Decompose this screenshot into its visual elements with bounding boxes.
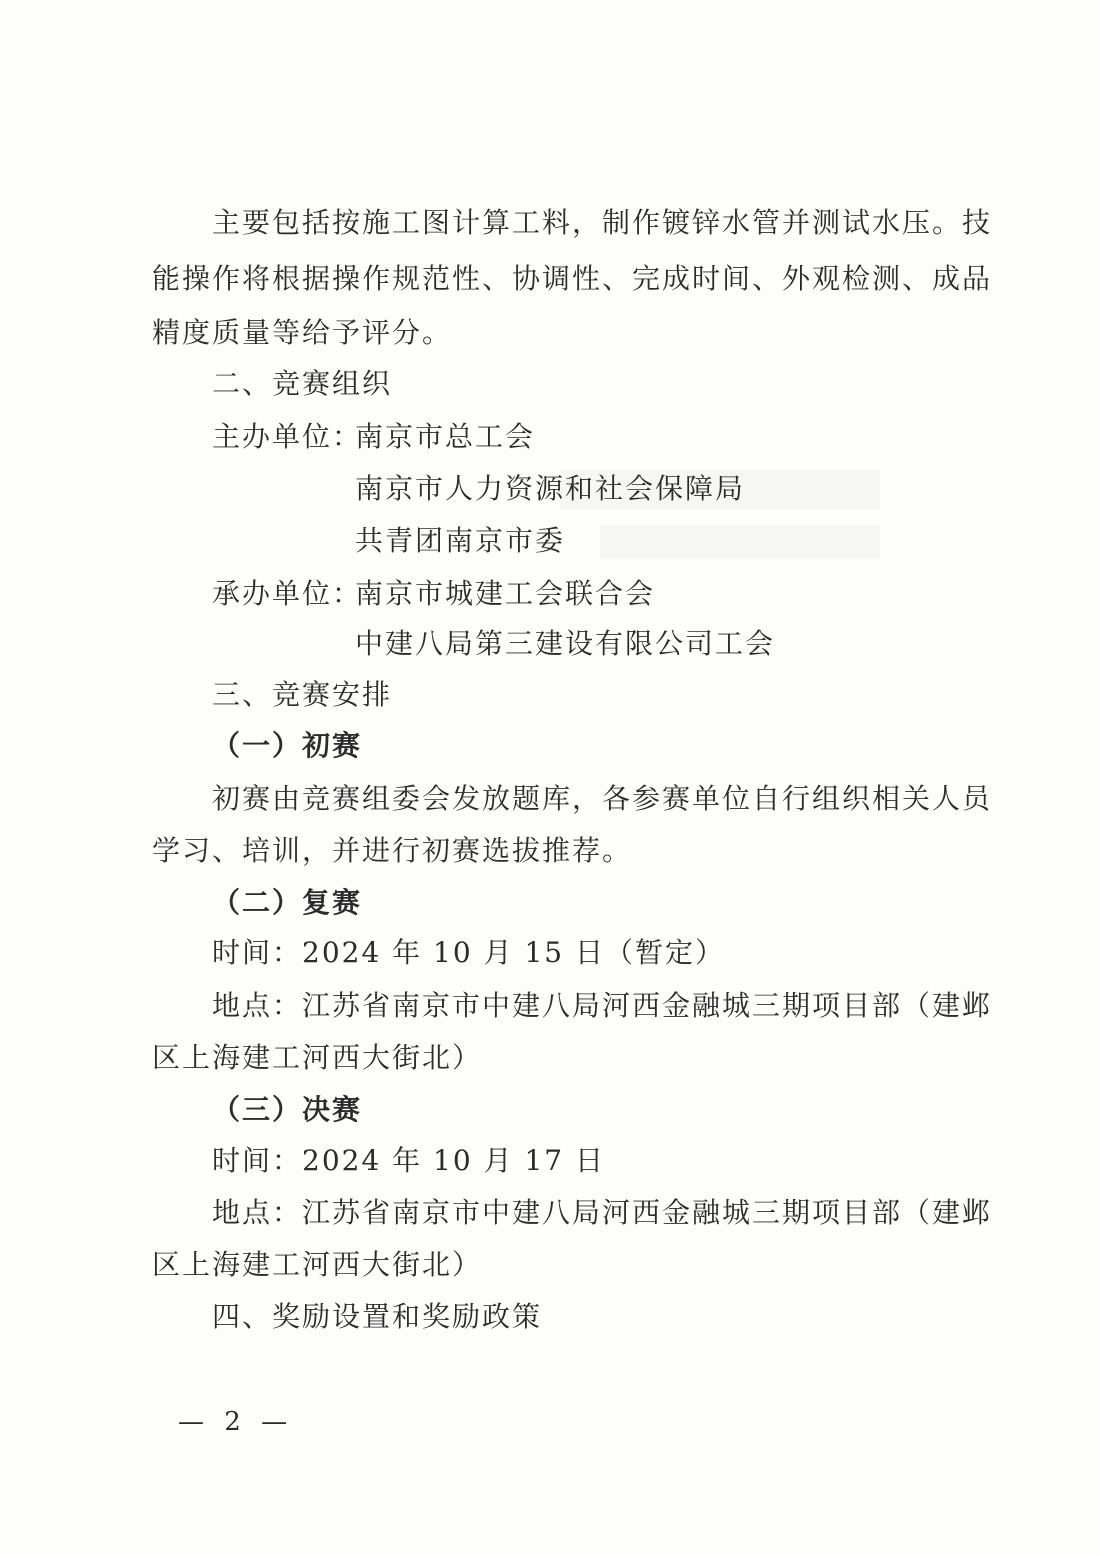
host-unit-3: 共青团南京市委 bbox=[355, 524, 566, 557]
section-heading-schedule: 三、竞赛安排 bbox=[212, 678, 393, 711]
subheading-preliminary: （一）初赛 bbox=[212, 729, 363, 762]
subheading-semifinal: （二）复赛 bbox=[212, 886, 363, 919]
prelim-line-2: 学习、培训，并进行初赛选拔推荐。 bbox=[152, 834, 633, 867]
host-label: 主办单位： bbox=[212, 420, 363, 453]
prelim-line-1: 初赛由竞赛组委会发放题库，各参赛单位自行组织相关人员 bbox=[212, 782, 993, 815]
host-unit-1: 南京市总工会 bbox=[355, 420, 536, 453]
semifinal-time: 时间：2024 年 10 月 15 日（暂定） bbox=[212, 936, 726, 969]
organizer-unit-1: 南京市城建工会联合会 bbox=[355, 577, 656, 610]
intro-line-3: 精度质量等给予评分。 bbox=[152, 316, 453, 349]
final-place-line-2: 区上海建工河西大街北） bbox=[152, 1248, 483, 1281]
host-unit-2: 南京市人力资源和社会保障局 bbox=[355, 472, 746, 505]
final-time: 时间：2024 年 10 月 17 日 bbox=[212, 1144, 606, 1177]
page-number: — 2 — bbox=[178, 1407, 294, 1437]
section-heading-rewards: 四、奖励设置和奖励政策 bbox=[212, 1300, 543, 1333]
organizer-unit-2: 中建八局第三建设有限公司工会 bbox=[355, 627, 776, 660]
section-heading-organization: 二、竞赛组织 bbox=[212, 367, 393, 400]
organizer-label: 承办单位： bbox=[212, 577, 363, 610]
semifinal-place-line-1: 地点：江苏省南京市中建八局河西金融城三期项目部（建邺 bbox=[212, 989, 993, 1022]
intro-line-1: 主要包括按施工图计算工料，制作镀锌水管并测试水压。技 bbox=[212, 206, 993, 239]
subheading-final: （三）决赛 bbox=[212, 1093, 363, 1126]
bleed-through-mark bbox=[600, 525, 880, 559]
final-place-line-1: 地点：江苏省南京市中建八局河西金融城三期项目部（建邺 bbox=[212, 1196, 993, 1229]
intro-line-2: 能操作将根据操作规范性、协调性、完成时间、外观检测、成品 bbox=[152, 262, 993, 295]
semifinal-place-line-2: 区上海建工河西大街北） bbox=[152, 1041, 483, 1074]
